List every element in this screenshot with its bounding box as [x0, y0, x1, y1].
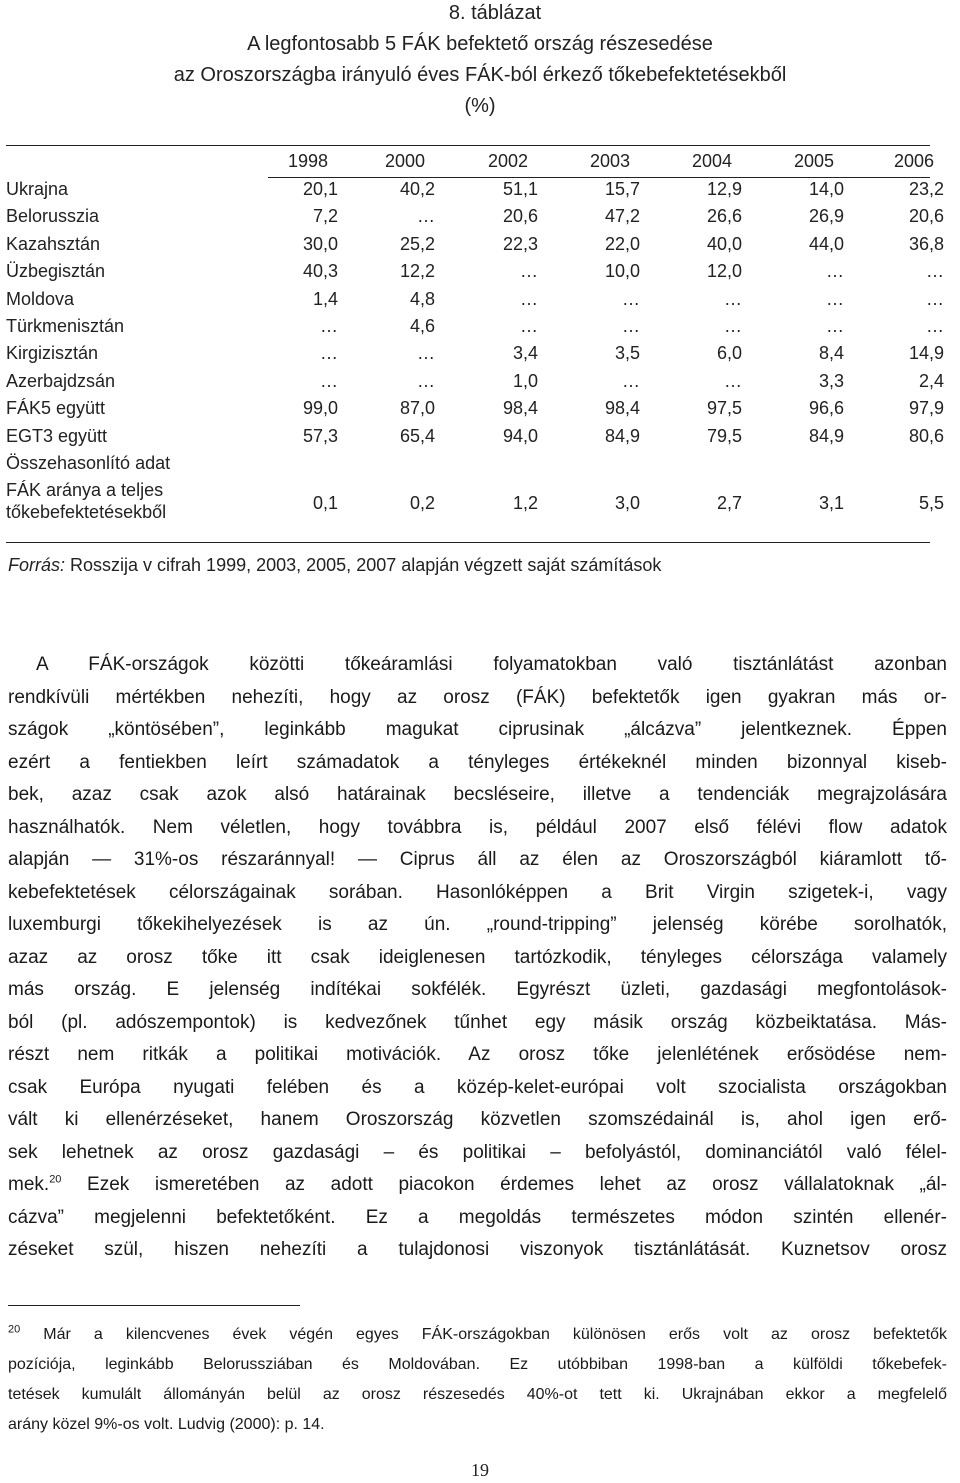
- table-cell: 22,0: [604, 233, 640, 254]
- body-line: A FÁK-országok közötti tőkeáramlási folyamatokban való tisztánlátást azonban: [36, 654, 947, 675]
- body-line: bek, azaz csak azok alsó határainak becsléseire, illetve a tendenciák megrajzolására: [8, 784, 947, 805]
- table-cell: 3,0: [614, 493, 640, 514]
- table-cell: 20,6: [502, 206, 538, 227]
- row-label: tőkebefektetésekből: [6, 502, 167, 523]
- table-cell: 15,7: [604, 179, 640, 199]
- table-cell: 20,1: [302, 179, 338, 199]
- body-line: azaz az orosz tőke itt csak ideiglenesen tartózkodik, tényleges célországa valamely: [8, 946, 947, 968]
- row-label: Türkmenisztán: [6, 316, 125, 336]
- table-cell: 7,2: [312, 206, 338, 227]
- source-text: Rosszija v cifrah 1999, 2003, 2005, 2007 alapján végzett saját számítások: [65, 555, 662, 575]
- table-cell: 65,4: [399, 425, 435, 446]
- table-cell: 51,1: [502, 179, 538, 199]
- table-cell: 98,4: [604, 398, 640, 419]
- table-cell: 47,2: [604, 206, 640, 227]
- table-cell: 26,9: [808, 206, 844, 227]
- table-cell: …: [826, 288, 844, 309]
- table-row: [6, 368, 944, 395]
- table-header-row: [6, 148, 935, 175]
- table-cell: 84,9: [808, 425, 844, 446]
- table-cell: 23,2: [908, 179, 944, 199]
- body-line: rendkívüli mértékben nehezíti, hogy az orosz (FÁK) befektetők igen gyakran más or-: [8, 686, 947, 708]
- table-cell: 40,0: [706, 233, 742, 254]
- table-cell: 12,2: [399, 261, 435, 282]
- body-line: sek lehetnek az orosz gazdasági – és politikai – befolyástól, dominanciától való félel-: [8, 1141, 947, 1163]
- footnote-separator: [8, 1305, 300, 1306]
- table-cell: …: [826, 261, 844, 282]
- table-row: [6, 423, 944, 450]
- table-source: [8, 555, 661, 576]
- table-cell: …: [622, 288, 640, 309]
- table-cell: 30,0: [302, 233, 338, 254]
- table-cell: …: [520, 288, 538, 309]
- table-cell: …: [417, 206, 435, 227]
- table-cell: …: [520, 316, 538, 336]
- table-cell: …: [320, 343, 338, 364]
- row-label: Moldova: [6, 288, 75, 309]
- table-cell: 97,5: [706, 398, 742, 419]
- body-line: zéseket szül, hiszen nehezíti a tulajdonosi viszonyok tisztánlátását. Kuznetsov orosz: [8, 1239, 947, 1260]
- row-label: FÁK aránya a teljes: [6, 480, 164, 501]
- table-row: [6, 231, 944, 258]
- table-cell: 14,9: [908, 343, 944, 364]
- footnote-line: pozíciója, leginkább Belorussziában és Moldovában. Ez utóbbiban 1998-ban a külföldi tőkebefek-: [8, 1356, 947, 1373]
- table-cell: …: [520, 261, 538, 282]
- table-cell: 99,0: [302, 398, 338, 419]
- table-cell: 3,4: [512, 343, 538, 364]
- table-cell: 3,3: [818, 370, 844, 391]
- table-row: [6, 176, 944, 203]
- body-line: részt nem ritkák a politikai motivációk. Az orosz tőke jelenlétének erősödése nem-: [8, 1044, 947, 1065]
- table-bottom-rule: [6, 542, 930, 543]
- table-cell: …: [724, 370, 742, 391]
- table-cell: 97,9: [908, 398, 944, 419]
- footnote-ref[interactable]: 20: [49, 1173, 62, 1186]
- table-cell: …: [724, 316, 742, 336]
- table-cell: 5,5: [918, 493, 944, 514]
- footnote-line: $^{20}$ Már a kilencvenes évek végén egyes FÁK-országokban különösen erős volt az orosz befektetők: [8, 1323, 947, 1343]
- table-row: [6, 313, 944, 340]
- table-cell: 22,3: [502, 233, 538, 254]
- body-line: csak Európa nyugati felében és a közép-kelet-európai volt szocialista országokban: [8, 1076, 947, 1098]
- table-row: [6, 395, 944, 422]
- header-year: 2006: [893, 151, 935, 171]
- table-cell: 8,4: [818, 343, 844, 364]
- header-year: 2003: [589, 151, 631, 171]
- header-year: 1998: [287, 151, 329, 171]
- table-cell: …: [622, 370, 640, 391]
- table-cell: 0,1: [312, 493, 338, 514]
- table-cell: 87,0: [399, 398, 435, 419]
- body-line: szágok „köntösében”, leginkább magukat ciprusinak „álcázva” jelentkeznek. Éppen: [8, 719, 947, 740]
- table-cell: 12,0: [706, 261, 742, 282]
- table-label: 8. táblázat: [448, 2, 542, 24]
- body-line: alapján — 31%-os részaránnyal! — Ciprus áll az élen az Oroszországból kiáramlott tő-: [8, 849, 947, 870]
- table-cell: 3,5: [614, 343, 640, 364]
- table-cell: 98,4: [502, 398, 538, 419]
- header-year: 2002: [487, 151, 529, 171]
- table-cell: …: [320, 316, 338, 336]
- table-cell: 57,3: [302, 425, 338, 446]
- footnote-number: 20: [8, 1323, 21, 1336]
- table-cell: 40,2: [399, 179, 435, 199]
- table-cell: …: [417, 370, 435, 391]
- table-cell: 94,0: [502, 425, 538, 446]
- row-label: Kazahsztán: [6, 233, 101, 254]
- table-cell: 10,0: [604, 261, 640, 282]
- body-line: cázva” megjelenni befektetőként. Ez a megoldás természetes módon szintén ellenér-: [8, 1206, 947, 1228]
- table-cell: 80,6: [908, 425, 944, 446]
- table-caption: [0, 0, 960, 122]
- header-year: 2004: [691, 151, 733, 171]
- table-cell: 44,0: [808, 233, 844, 254]
- table-cell: 2,4: [918, 370, 944, 391]
- table-cell: 26,6: [706, 206, 742, 227]
- table-cell: 6,0: [716, 343, 742, 364]
- table-cell: 4,6: [409, 316, 435, 336]
- table-cell: 40,3: [302, 261, 338, 282]
- table-cell: 79,5: [706, 425, 742, 446]
- row-label: Üzbegisztán: [6, 261, 106, 282]
- table-cell: 1,4: [312, 288, 338, 309]
- table-cell: 20,6: [908, 206, 944, 227]
- footnote-line: tetések kumulált állományán belül az orosz részesedés 40%-ot tett ki. Ukrajnában ekkor a megfelelő: [8, 1386, 947, 1403]
- table-cell: 96,6: [808, 398, 844, 419]
- body-line: más ország. E jelenség indítékai sokfélék. Egyrészt üzleti, gazdasági megfontolások-: [8, 979, 947, 1000]
- table-cell: 2,7: [716, 493, 742, 514]
- table-cell: 25,2: [399, 233, 435, 254]
- table-row: [6, 203, 944, 230]
- row-label: FÁK5 együtt: [6, 398, 106, 419]
- table-title-line1: A legfontosabb 5 FÁK befektető ország részesedése: [247, 33, 713, 55]
- footnote: [8, 1320, 947, 1440]
- row-label: Kirgizisztán: [6, 343, 99, 364]
- table-cell: …: [926, 288, 944, 309]
- row-label: Ukrajna: [6, 179, 69, 199]
- table-cell: 3,1: [818, 493, 844, 514]
- table-cell: 1,0: [512, 370, 538, 391]
- table-cell: …: [622, 316, 640, 336]
- header-year: 2000: [384, 151, 426, 171]
- table-cell: 14,0: [808, 179, 844, 199]
- body-line: ezért a fentiekben leírt számadatok a tényleges értékeknél minden bizonnyal kiseb-: [8, 751, 947, 773]
- table-cell: …: [724, 288, 742, 309]
- table-cell: …: [926, 261, 944, 282]
- table-row: [6, 340, 944, 367]
- body-paragraph: [8, 649, 947, 1267]
- table-cell: …: [417, 343, 435, 364]
- page-number: 19: [471, 1460, 489, 1480]
- source-label: Forrás:: [8, 555, 66, 575]
- table-cell: 1,2: [512, 493, 538, 514]
- table-cell: 12,9: [706, 179, 742, 199]
- table-cell: …: [320, 370, 338, 391]
- table-cell: 36,8: [908, 233, 944, 254]
- table-cell: 0,2: [409, 493, 435, 514]
- table-unit: (%): [464, 95, 496, 117]
- row-label: Azerbajdzsán: [6, 370, 116, 391]
- table-title-line2: az Oroszországba irányuló éves FÁK-ból érkező tőkebefektetésekből: [173, 64, 787, 86]
- table-row: [6, 258, 944, 285]
- table-cell: …: [926, 316, 944, 336]
- table-cell: 4,8: [409, 288, 435, 309]
- table-top-rule: [6, 145, 930, 146]
- table-cell: 84,9: [604, 425, 640, 446]
- table-section-heading: [6, 450, 930, 477]
- table-row: [6, 286, 944, 313]
- body-line: használhatók. Nem véletlen, hogy továbbra is, például 2007 első félévi flow adatok: [8, 816, 947, 838]
- body-line: vált ki ellenérzéseket, hanem Oroszország közvetlen szomszédainál is, ahol igen erő-: [8, 1109, 947, 1130]
- row-label: EGT3 együtt: [6, 425, 108, 446]
- table-row-ratio: [6, 477, 944, 531]
- footnote-line: arány közel 9%-os volt. Ludvig (2000): p. 14.: [8, 1416, 325, 1433]
- body-line: ból (pl. adószempontok) is kedvezőnek tűnhet egy másik ország közbeiktatása. Más-: [8, 1011, 947, 1033]
- row-label: Összehasonlító adat: [6, 453, 171, 473]
- body-line: mek.$^{20}$ Ezek ismeretében az adott piacokon érdemes lehet az orosz vállalatoknak „ál-: [8, 1173, 947, 1195]
- body-line: luxemburgi tőkekihelyezések is az ún. „round-tripping” jelenség körébe sorolhatók,: [8, 914, 947, 935]
- header-year: 2005: [793, 151, 835, 171]
- body-line: kebefektetések célországainak sorában. Hasonlóképpen a Brit Virgin szigetek-i, vagy: [8, 881, 947, 903]
- row-label: Belorusszia: [6, 206, 100, 227]
- table-cell: …: [826, 316, 844, 336]
